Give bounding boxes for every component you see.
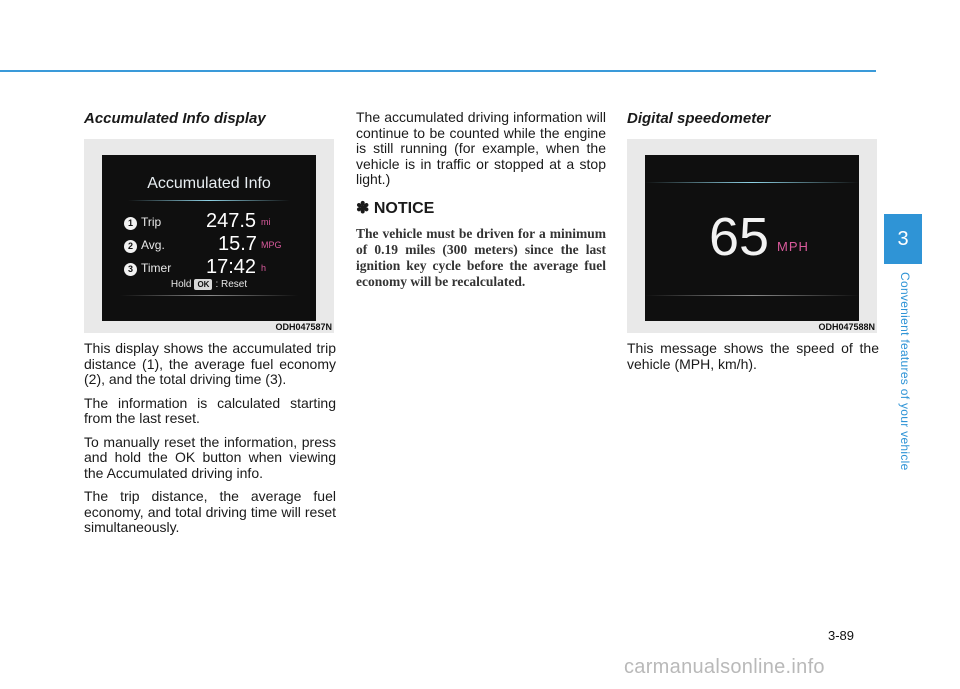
screen-title: Accumulated Info	[147, 175, 271, 192]
section-heading-accumulated-info: Accumulated Info display	[84, 110, 266, 127]
section-heading-digital-speedometer: Digital speedometer	[627, 110, 771, 127]
screen-footer-line	[120, 295, 298, 296]
notice-text: The vehicle must be driven for a minimum of 0.19 miles (300 meters) since the last ignition key cycle before the average fuel economy will be recalculated.	[356, 225, 606, 289]
marker-1: 1	[124, 217, 137, 230]
figure-caption: ODH047588N	[818, 322, 875, 332]
paragraph: The accumulated driving information will continue to be counted while the engine is still running (for example, when the vehicle is in traffic or stopped at a stop light.)	[356, 109, 606, 187]
header-rule	[0, 70, 876, 72]
avg-value: 15.7	[218, 233, 257, 255]
ok-badge: OK	[194, 279, 212, 290]
reset-text: : Reset	[215, 279, 248, 290]
body-text	[627, 341, 879, 372]
trip-value: 247.5	[206, 210, 257, 232]
speed-value: 65	[709, 207, 770, 267]
screen-top-line	[645, 182, 859, 183]
timer-row	[124, 258, 304, 280]
paragraph: The trip distance, the average fuel economy, and total driving time will reset simultaneously.	[84, 488, 336, 535]
body-text	[84, 341, 336, 536]
avg-row	[124, 235, 304, 257]
marker-2: 2	[124, 240, 137, 253]
paragraph: The information is calculated starting from the last reset.	[84, 394, 336, 426]
paragraph: This message shows the speed of the vehicle (MPH, km/h).	[627, 340, 879, 372]
reset-hint	[102, 279, 316, 290]
title-underline	[128, 200, 290, 201]
notice-title: ✽ NOTICE	[356, 199, 435, 217]
figure-accumulated-info	[84, 139, 334, 333]
timer-label: Timer	[141, 261, 172, 275]
watermark: carmanualsonline.info	[624, 656, 825, 678]
timer-value: 17:42	[206, 256, 257, 278]
column-middle	[356, 110, 606, 290]
timer-unit: h	[261, 263, 267, 273]
column-digital-speedometer	[627, 110, 879, 380]
trip-row	[124, 212, 304, 234]
figure-digital-speedometer	[627, 139, 877, 333]
cluster-screen-accumulated	[102, 155, 316, 321]
speed-unit: MPH	[777, 239, 809, 254]
trip-label: Trip	[141, 215, 162, 229]
paragraph: To manually reset the information, press and hold the OK button when viewing the Accumulated driving info.	[84, 433, 336, 481]
chapter-number-tab: 3	[884, 214, 922, 264]
screen-footer-line	[645, 295, 859, 296]
marker-3: 3	[124, 263, 137, 276]
column-accumulated-info	[84, 110, 336, 544]
trip-unit: mi	[261, 217, 271, 227]
figure-caption: ODH047587N	[275, 322, 332, 332]
body-text	[356, 110, 606, 188]
avg-unit: MPG	[261, 240, 282, 250]
page-number: 3-89	[828, 628, 855, 643]
paragraph: This display shows the accumulated trip distance (1), the average fuel economy (2), and the total driving time (3).	[84, 340, 336, 387]
cluster-screen-speed	[645, 155, 859, 321]
hold-text: Hold	[170, 279, 192, 290]
avg-label: Avg.	[141, 238, 165, 252]
chapter-title: Convenient features of your vehicle	[898, 272, 912, 471]
